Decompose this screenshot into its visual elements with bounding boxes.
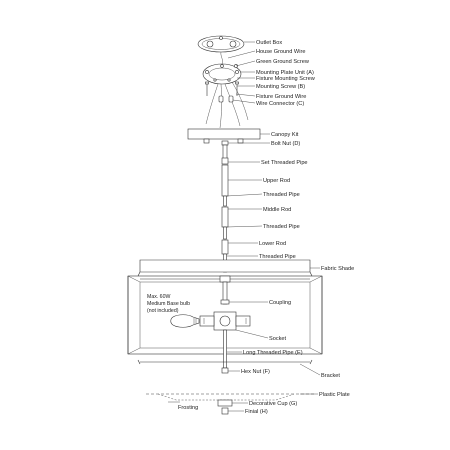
label-frosting: Frosting (178, 405, 199, 411)
label-green-ground-screw: Green Ground Screw (256, 59, 309, 65)
label-plastic-plate: Plastic Plate (319, 392, 350, 398)
label-middle-rod: Middle Rod (263, 207, 292, 213)
bolt-nut (222, 141, 228, 145)
label-canopy-kit: Canopy Kit (271, 132, 299, 138)
label-bolt-nut: Bolt Nut (D) (271, 141, 301, 147)
label-lower-rod: Lower Rod (259, 241, 287, 247)
label-mounting-plate-unit: Mounting Plate Unit (A) (256, 70, 314, 76)
label-bulb-note-line2: Medium Base bulb (147, 301, 190, 307)
label-long-threaded-pipe: Long Threaded Pipe (E) (243, 350, 303, 356)
upper-rod (222, 165, 228, 196)
threaded-pipe-1 (224, 196, 227, 206)
label-set-threaded-pipe: Set Threaded Pipe (261, 160, 308, 166)
label-threaded-pipe-1: Threaded Pipe (263, 192, 300, 198)
label-coupling: Coupling (269, 300, 292, 306)
label-fixture-mounting-screw: Fixture Mounting Screw (256, 76, 315, 82)
label-bulb-note-line3: (not included) (147, 308, 179, 314)
outlet-box (198, 36, 244, 52)
middle-rod (222, 207, 228, 227)
label-upper-rod: Upper Rod (263, 178, 291, 184)
label-fabric-shade: Fabric Shade (321, 266, 355, 272)
label-threaded-pipe-2: Threaded Pipe (263, 224, 300, 230)
label-mounting-screw: Mounting Screw (B) (256, 84, 306, 90)
label-socket: Socket (269, 336, 287, 342)
threaded-pipe-2 (224, 227, 227, 239)
labels (147, 40, 354, 415)
plastic-plate (146, 394, 316, 400)
hex-nut (222, 368, 228, 373)
label-decorative-cup: Decorative Cup (G) (249, 401, 298, 407)
label-threaded-pipe-3: Threaded Pipe (259, 254, 296, 260)
house-ground-wire (221, 52, 223, 64)
label-wire-connector: Wire Connector (C) (256, 101, 305, 107)
label-bracket: Bracket (321, 373, 340, 379)
set-threaded-pipe (222, 145, 228, 164)
lower-rod (222, 240, 228, 254)
label-house-ground-wire: House Ground Wire (256, 49, 306, 55)
label-outlet-box: Outlet Box (256, 40, 283, 46)
label-fixture-ground-wire: Fixture Ground Wire (256, 94, 307, 100)
label-bulb-note-line1: Max. 60W (147, 294, 171, 300)
label-hex-nut: Hex Nut (F) (241, 369, 270, 375)
finial (222, 408, 228, 414)
wire-connectors (219, 96, 233, 102)
label-finial: Finial (H) (245, 409, 268, 415)
fixture-wires (206, 82, 248, 128)
decorative-cup (218, 400, 232, 406)
